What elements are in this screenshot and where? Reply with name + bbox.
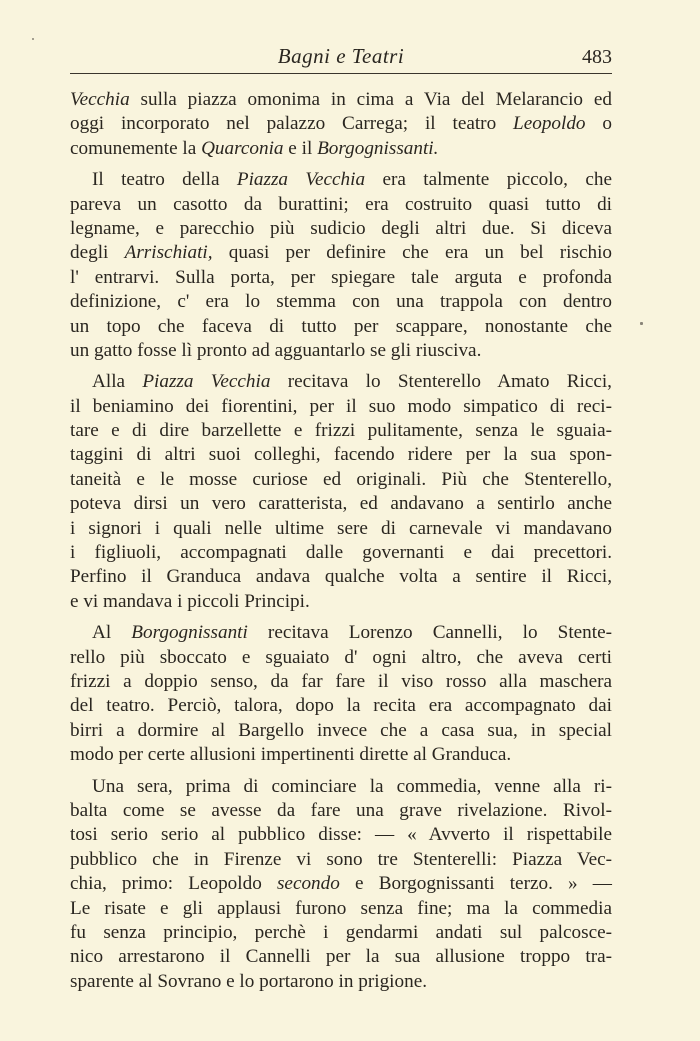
text-run: legname, e parecchio più sudicio degli altri due. Si diceva bbox=[70, 217, 612, 239]
text-run: Le risate e gli applausi furono senza fine; ma la commedia bbox=[70, 897, 612, 919]
text-run: i signori i quali nelle ultime sere di carnevale vi mandavano bbox=[70, 517, 612, 539]
text-line bbox=[70, 517, 612, 541]
text-run: recitava Lorenzo Cannelli, lo Stente- bbox=[247, 622, 613, 644]
text-line bbox=[70, 646, 612, 670]
italic-text: Vecchia bbox=[70, 89, 130, 110]
text-line bbox=[70, 621, 612, 645]
text-run: definizione, c' era lo stemma con una trappola con dentro bbox=[70, 291, 612, 313]
italic-text: Borgognissanti bbox=[131, 622, 248, 644]
text-line bbox=[70, 694, 612, 718]
text-run: chia, primo: Leopoldo bbox=[70, 873, 277, 895]
text-line bbox=[70, 970, 612, 994]
text-line bbox=[70, 112, 612, 136]
paragraph-gap bbox=[70, 614, 612, 621]
paragraph bbox=[70, 88, 612, 161]
text-line bbox=[70, 88, 612, 112]
print-speck bbox=[32, 38, 34, 40]
text-run: i figliuoli, accompagnati dalle governanti e dai precettori. bbox=[70, 542, 612, 564]
text-run: taneità e le mosse curiose ed originali. Più che Stenterello, bbox=[70, 468, 612, 490]
text-line bbox=[70, 823, 612, 847]
body-text bbox=[70, 88, 612, 994]
paragraph-gap bbox=[70, 363, 612, 370]
running-title: Bagni e Teatri bbox=[277, 44, 405, 68]
text-run: o bbox=[585, 113, 612, 135]
text-line bbox=[70, 775, 612, 799]
header-rule bbox=[70, 73, 612, 74]
paragraph-gap bbox=[70, 768, 612, 775]
text-run: tosi serio serio al pubblico disse: — « Avverto il rispettabile bbox=[70, 824, 612, 846]
text-line bbox=[70, 897, 612, 921]
print-speck bbox=[640, 322, 643, 325]
text-run: il beniamino dei fiorentini, per il suo modo simpatico di reci- bbox=[70, 395, 612, 417]
text-line bbox=[70, 565, 612, 589]
text-run: e Borgognissanti terzo. » — bbox=[339, 873, 612, 895]
text-run: del teatro. Perciò, talora, dopo la recita era accompagnato dai bbox=[70, 695, 612, 717]
paragraph bbox=[70, 168, 612, 363]
text-line bbox=[70, 193, 612, 217]
text-line bbox=[70, 468, 612, 492]
text-line bbox=[70, 395, 612, 419]
text-run: frizzi a doppio senso, da far fare il viso rosso alla maschera bbox=[70, 670, 612, 692]
paragraph-gap bbox=[70, 161, 612, 168]
text-run: nico arrestarono il Cannelli per la sua allusione troppo tra- bbox=[70, 946, 612, 968]
italic-text: Borgognissanti. bbox=[317, 137, 439, 159]
text-run: fu senza principio, perchè i gendarmi andati sul palcosce- bbox=[70, 921, 612, 943]
text-run: comunemente la bbox=[70, 137, 202, 159]
paragraph bbox=[70, 775, 612, 995]
text-run: modo per certe allusioni impertinenti dirette al Granduca. bbox=[70, 744, 512, 766]
text-line bbox=[70, 370, 612, 394]
italic-text: Piazza Vecchia bbox=[142, 371, 271, 393]
italic-text: Quarconia bbox=[201, 137, 284, 159]
text-run: rello più sboccato e sguaiato d' ogni altro, che aveva certi bbox=[70, 646, 612, 668]
text-run: recitava lo Stenterello Amato Ricci, bbox=[270, 371, 612, 393]
text-run: e vi mandava i piccoli Principi. bbox=[70, 590, 310, 612]
text-line bbox=[70, 670, 612, 694]
text-run: Perfino il Granduca andava qualche volta a sentire il Ricci, bbox=[70, 566, 612, 588]
text-line bbox=[70, 719, 612, 743]
text-run: era talmente piccolo, che bbox=[365, 169, 612, 191]
italic-text: Leopoldo bbox=[513, 113, 586, 135]
running-header bbox=[70, 40, 612, 72]
text-line bbox=[70, 743, 612, 767]
paragraph bbox=[70, 370, 612, 614]
text-line bbox=[70, 339, 612, 363]
italic-text: Arrischiati, bbox=[124, 242, 213, 264]
text-line bbox=[70, 799, 612, 823]
text-run: Una sera, prima di cominciare la commedia, venne alla ri- bbox=[92, 775, 612, 797]
text-run: sparente al Sovrano e lo portarono in prigione. bbox=[70, 970, 428, 992]
page-number: 483 bbox=[582, 46, 612, 68]
italic-text: Piazza Vecchia bbox=[236, 169, 366, 191]
text-run: tare e di dire barzellette e frizzi pulitamente, senza le sguaia- bbox=[70, 420, 612, 442]
text-line bbox=[70, 492, 612, 516]
text-run: balta come se avesse da fare una grave rivelazione. Rivol- bbox=[70, 799, 612, 821]
text-line bbox=[70, 241, 612, 265]
text-line bbox=[70, 419, 612, 443]
paragraph bbox=[70, 621, 612, 767]
text-run: Il teatro della bbox=[92, 169, 237, 191]
text-run: Alla bbox=[92, 371, 143, 393]
text-run: pubblico che in Firenze vi sono tre Stenterelli: Piazza Vec- bbox=[70, 848, 612, 870]
text-run: un topo che faceva di tutto per scappare, nonostante che bbox=[70, 315, 612, 337]
text-run: sulla piazza omonima in cima a Via del Melarancio ed bbox=[129, 89, 612, 110]
text-line bbox=[70, 290, 612, 314]
text-run: Al bbox=[92, 622, 132, 644]
text-run: birri a dormire al Bargello invece che a casa sua, in special bbox=[70, 719, 612, 741]
text-run: l' entrarvi. Sulla porta, per spiegare tale arguta e profonda bbox=[70, 266, 612, 288]
text-line bbox=[70, 541, 612, 565]
text-line bbox=[70, 266, 612, 290]
text-line bbox=[70, 137, 612, 161]
italic-text: secondo bbox=[276, 873, 340, 895]
text-line bbox=[70, 872, 612, 896]
text-line bbox=[70, 217, 612, 241]
text-run: quasi per definire che era un bel rischio bbox=[212, 242, 612, 264]
text-line bbox=[70, 168, 612, 192]
text-line bbox=[70, 848, 612, 872]
text-run: degli bbox=[70, 242, 125, 264]
text-run: pareva un casotto da burattini; era costruito quasi tutto di bbox=[70, 193, 612, 215]
text-run: un gatto fosse lì pronto ad agguantarlo se gli riusciva. bbox=[70, 339, 482, 361]
text-line bbox=[70, 315, 612, 339]
text-run: oggi incorporato nel palazzo Carrega; il teatro bbox=[70, 113, 514, 135]
text-line bbox=[70, 590, 612, 614]
text-run: e il bbox=[283, 137, 318, 159]
text-run: taggini di altri suoi colleghi, facendo ridere per la sua spon- bbox=[70, 444, 612, 466]
text-line bbox=[70, 443, 612, 467]
text-line bbox=[70, 921, 612, 945]
text-line bbox=[70, 945, 612, 969]
text-run: poteva dirsi un vero caratterista, ed andavano a sentirlo anche bbox=[70, 493, 612, 515]
